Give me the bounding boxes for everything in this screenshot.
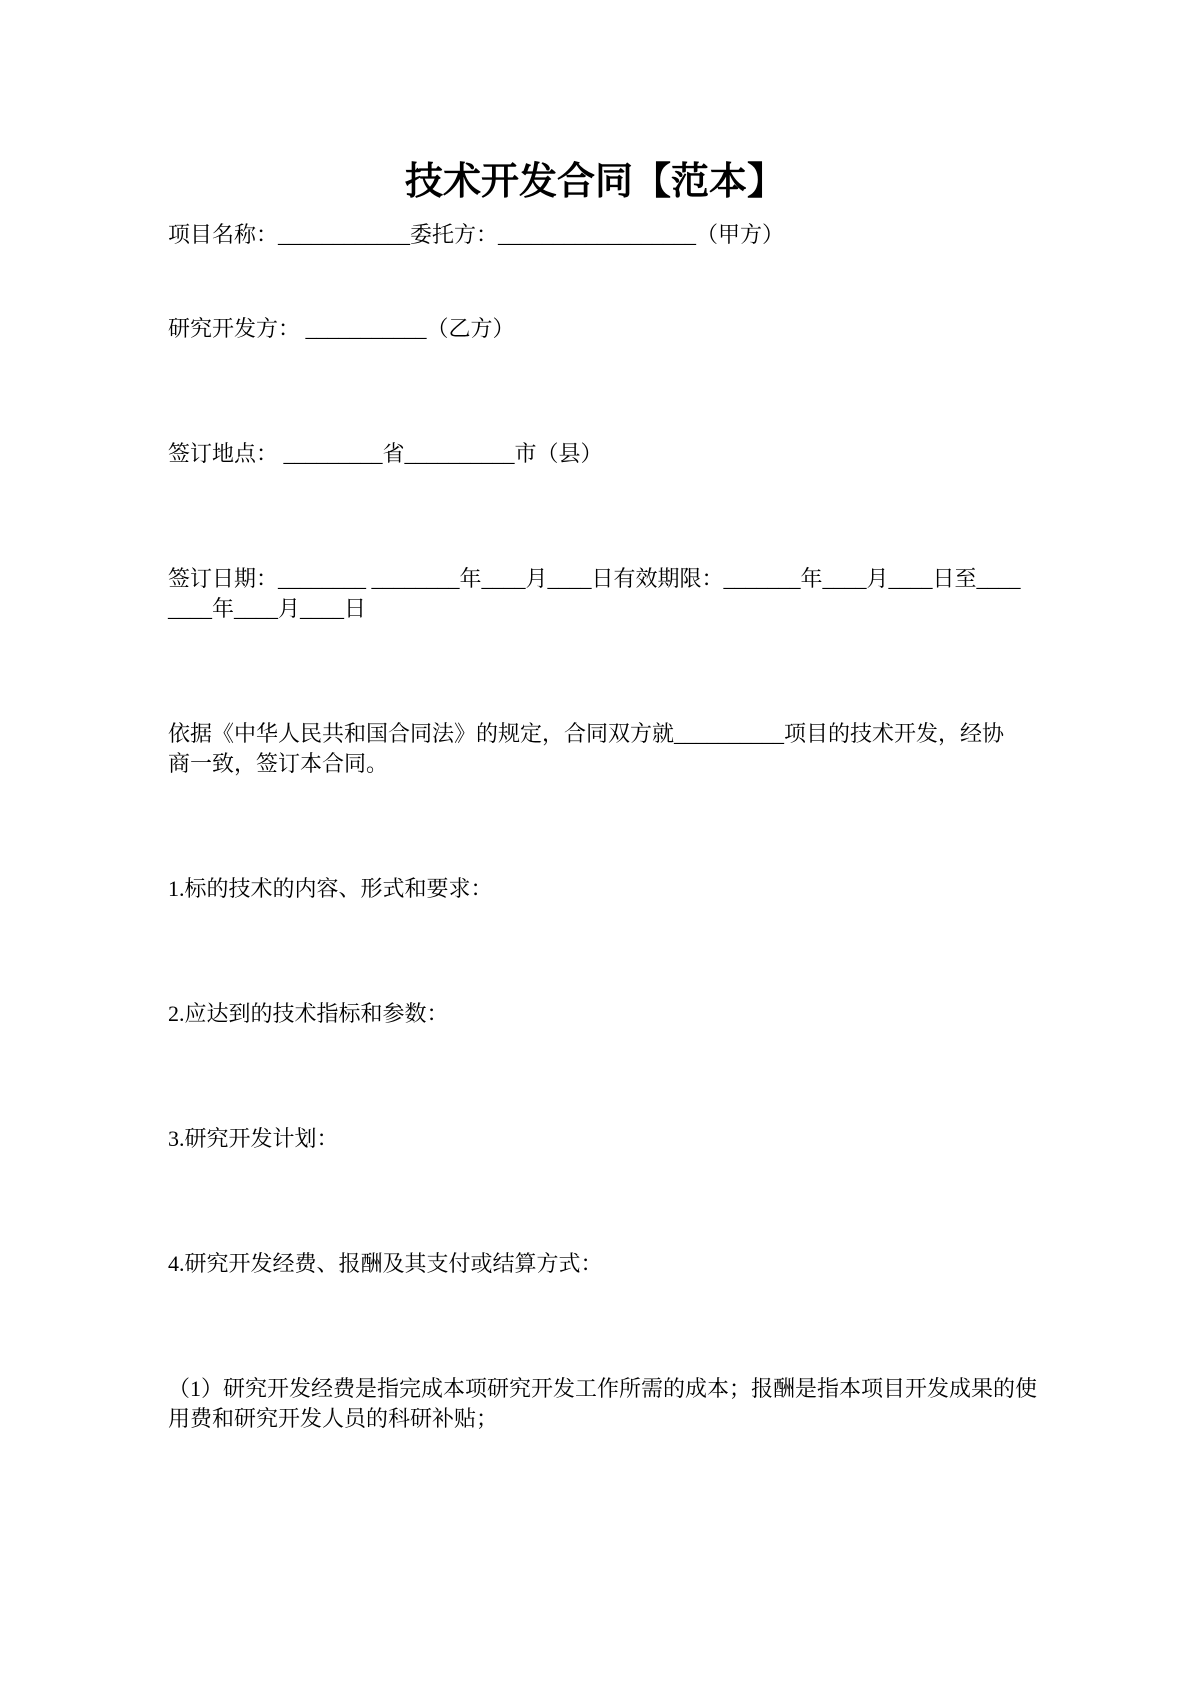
text-line: 2.应达到的技术指标和参数：	[168, 1001, 449, 1026]
text-line: 1.标的技术的内容、形式和要求：	[168, 876, 493, 901]
text-line: 签订日期：________ ________年____月____日有效期限：_______年____月____日至____	[168, 566, 1021, 591]
project-name-line	[168, 220, 1022, 250]
text-line: 项目名称：____________委托方：__________________（甲方）	[168, 222, 785, 247]
clause-3	[168, 1124, 1022, 1154]
developer-line	[168, 314, 1022, 344]
clause-2	[168, 999, 1022, 1029]
text-line: 签订地点： _________省__________市（县）	[168, 441, 603, 466]
text-line: 依据《中华人民共和国合同法》的规定，合同双方就__________项目的技术开发，经协	[168, 721, 1005, 746]
clause-4	[168, 1249, 1022, 1279]
signing-date-line	[168, 564, 1022, 624]
text-line: 4.研究开发经费、报酬及其支付或结算方式：	[168, 1251, 603, 1276]
document-title: 技术开发合同【范本】	[404, 161, 785, 203]
text-line: 研究开发方： ___________（乙方）	[168, 316, 515, 341]
text-line: 3.研究开发计划：	[168, 1126, 339, 1151]
clause-4-sub-1	[168, 1374, 1038, 1434]
text-line: ____年____月____日	[168, 596, 367, 621]
text-line: 商一致，签订本合同。	[168, 751, 389, 776]
text-line: （1）研究开发经费是指完成本项研究开发工作所需的成本；报酬是指本项目开发成果的使	[168, 1376, 1038, 1401]
text-line: 用费和研究开发人员的科研补贴；	[168, 1406, 499, 1431]
preamble	[168, 719, 1022, 779]
signing-place-line	[168, 439, 1022, 469]
clause-1	[168, 874, 1022, 904]
